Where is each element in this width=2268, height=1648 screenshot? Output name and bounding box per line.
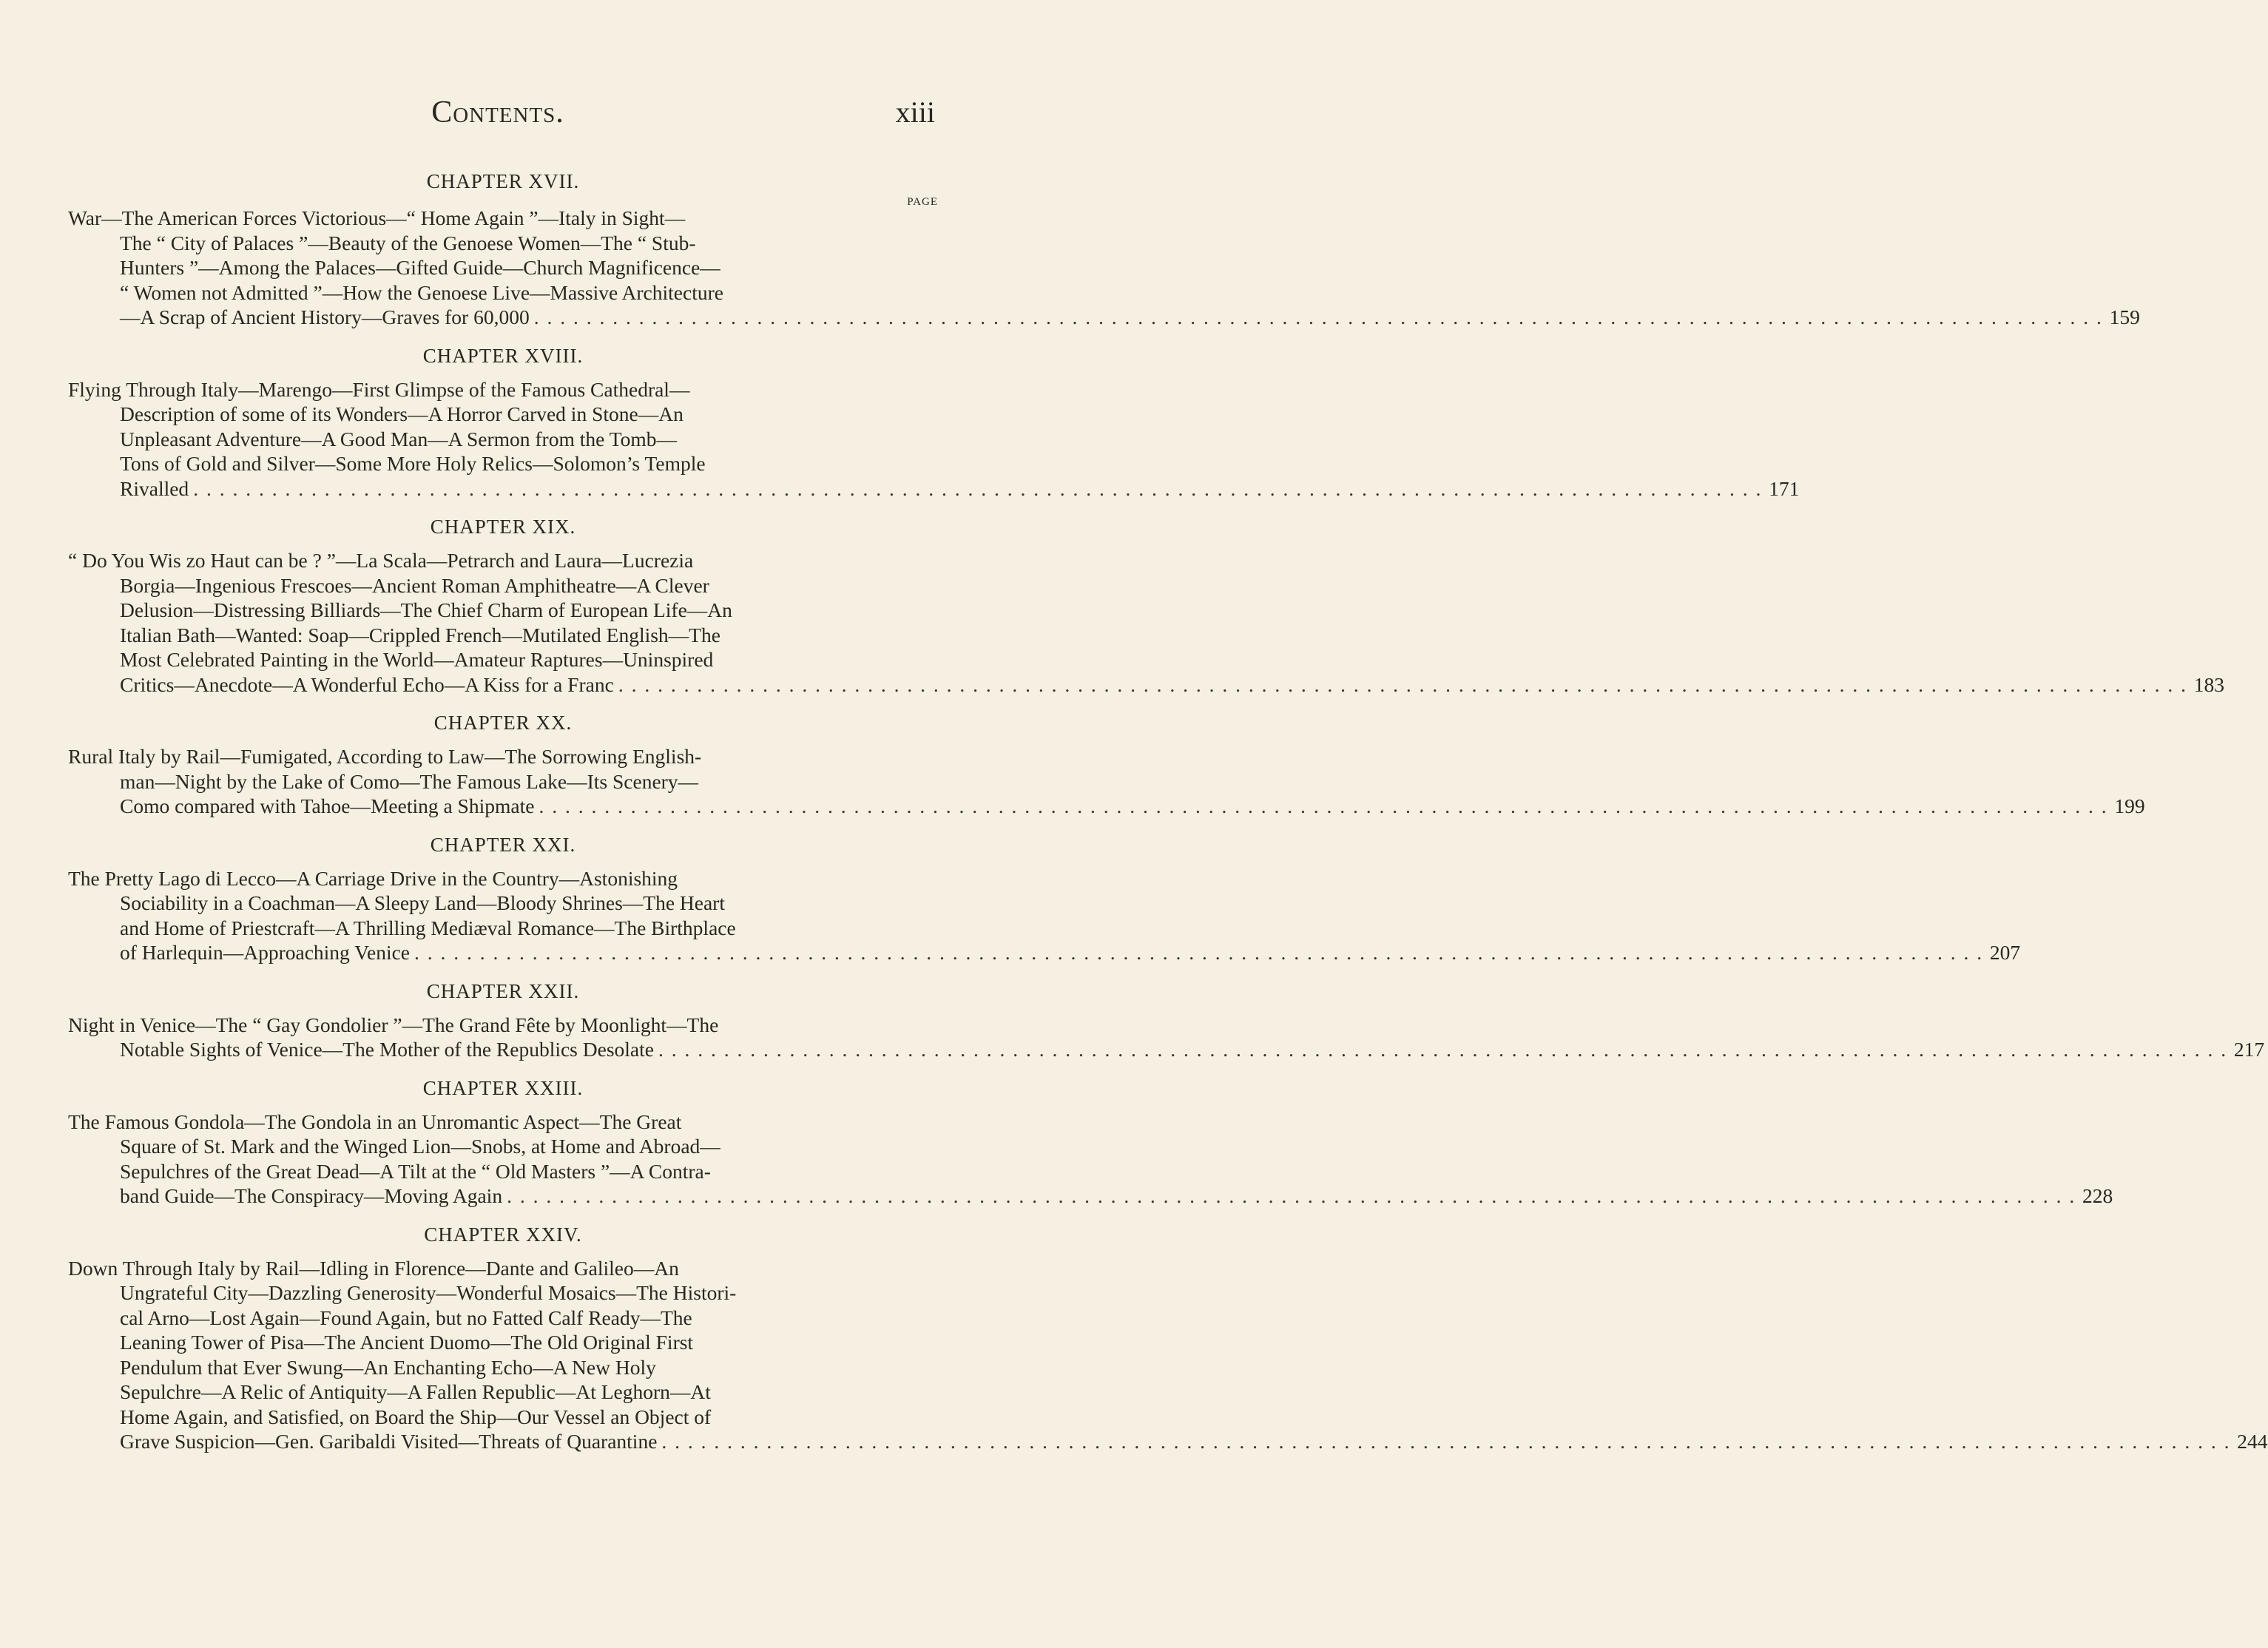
summary-line bbox=[68, 1330, 938, 1355]
summary-text: The Famous Gondola—The Gondola in an Unromantic Aspect—The Great bbox=[68, 1110, 682, 1133]
summary-text: Rural Italy by Rail—Fumigated, According to Law—The Sorrowing English- bbox=[68, 745, 702, 768]
chapter-entry bbox=[68, 511, 2224, 697]
summary-text: Grave Suspicion—Gen. Garibaldi Visited—Threats of Quarantine bbox=[120, 1430, 658, 1453]
chapter-entry bbox=[68, 166, 2140, 330]
summary-line bbox=[68, 794, 2145, 819]
summary-line bbox=[68, 1306, 938, 1331]
summary-line bbox=[68, 866, 938, 891]
summary-text: band Guide—The Conspiracy—Moving Again bbox=[120, 1184, 503, 1207]
summary-line bbox=[68, 744, 938, 769]
summary-text: Critics—Anecdote—A Wonderful Echo—A Kiss for a Franc bbox=[120, 672, 614, 696]
summary-text: Hunters ”—Among the Palaces—Gifted Guide—Church Magnificence— bbox=[120, 256, 720, 279]
summary-text: man—Night by the Lake of Como—The Famous Lake—Its Scenery— bbox=[120, 769, 699, 793]
dot-leader: . . . . . . . . . . . . . . . . . . . . . . . . . . . . . . . . . . . . . . . . . . . . . . . . . . . . . . . . . . . . . . . . . . . . . . . . . . . . . . . . . . . . . . . . . . . . . . . . . . . . . . . . . . . . . . . . . . . . . . . . bbox=[661, 1430, 2231, 1453]
summary-text: Sociability in a Coachman—A Sleepy Land—Bloody Shrines—The Heart bbox=[120, 891, 725, 914]
summary-line bbox=[68, 1134, 938, 1159]
summary-text: The Pretty Lago di Lecco—A Carriage Drive in the Country—Astonishing bbox=[68, 866, 678, 890]
summary-line bbox=[68, 231, 938, 256]
summary-text: The “ City of Palaces ”—Beauty of the Genoese Women—The “ Stub- bbox=[120, 231, 696, 254]
summary-line bbox=[68, 1379, 938, 1405]
summary-text: Ungrateful City—Dazzling Generosity—Wonderful Mosaics—The Histori- bbox=[120, 1281, 737, 1304]
summary-text: Home Again, and Satisfied, on Board the Ship—Our Vessel an Object of bbox=[120, 1405, 712, 1428]
summary-text: Como compared with Tahoe—Meeting a Shipmate bbox=[120, 794, 535, 817]
table-of-contents bbox=[68, 166, 2268, 1454]
chapter-heading: CHAPTER XX. bbox=[433, 712, 573, 734]
chapter-heading: CHAPTER XVII. bbox=[426, 170, 580, 192]
page-title: Contents. bbox=[431, 95, 564, 129]
summary-text: cal Arno—Lost Again—Found Again, but no Fatted Calf Ready—The bbox=[120, 1306, 692, 1329]
summary-line bbox=[68, 206, 938, 231]
page-number: xiii bbox=[895, 95, 935, 129]
chapter-entry bbox=[68, 829, 2021, 965]
summary-text: —A Scrap of Ancient History—Graves for 60,000 bbox=[120, 305, 530, 328]
summary-line bbox=[68, 1183, 2113, 1209]
summary-line bbox=[68, 598, 938, 623]
summary-text: Night in Venice—The “ Gay Gondolier ”—The Grand Fête by Moonlight—The bbox=[68, 1013, 719, 1036]
summary-line bbox=[68, 1256, 938, 1281]
summary-line bbox=[68, 940, 2021, 965]
summary-line bbox=[68, 1355, 938, 1380]
summary-line bbox=[68, 573, 938, 598]
summary-line bbox=[68, 451, 938, 476]
summary-line bbox=[68, 1110, 938, 1135]
summary-text: War—The American Forces Victorious—“ Home Again ”—Italy in Sight— bbox=[68, 206, 686, 229]
summary-text: Description of some of its Wonders—A Horror Carved in Stone—An bbox=[120, 402, 684, 425]
chapter-heading: CHAPTER XXI. bbox=[430, 833, 576, 856]
chapter-entry bbox=[68, 707, 2145, 819]
summary-text: Most Celebrated Painting in the World—Amateur Raptures—Uninspired bbox=[120, 648, 714, 671]
chapter-heading: CHAPTER XXII. bbox=[426, 979, 580, 1002]
summary-line bbox=[68, 647, 938, 672]
summary-text: Down Through Italy by Rail—Idling in Florence—Dante and Galileo—An bbox=[68, 1256, 679, 1280]
summary-text: “ Women not Admitted ”—How the Genoese Live—Massive Architecture bbox=[120, 280, 723, 304]
summary-text: Flying Through Italy—Marengo—First Glimpse of the Famous Cathedral— bbox=[68, 377, 690, 401]
dot-leader: . . . . . . . . . . . . . . . . . . . . . . . . . . . . . . . . . . . . . . . . . . . . . . . . . . . . . . . . . . . . . . . . . . . . . . . . . . . . . . . . . . . . . . . . . . . . . . . . . . . . . . . . . . . . . . . . . . . . . . . . bbox=[539, 794, 2108, 817]
dot-leader: . . . . . . . . . . . . . . . . . . . . . . . . . . . . . . . . . . . . . . . . . . . . . . . . . . . . . . . . . . . . . . . . . . . . . . . . . . . . . . . . . . . . . . . . . . . . . . . . . . . . . . . . . . . . . . . . . . . . . . . . bbox=[618, 672, 2187, 696]
chapter-entry bbox=[68, 1073, 2113, 1209]
page-column-label: PAGE bbox=[907, 196, 938, 208]
summary-line bbox=[68, 280, 938, 305]
chapter-heading: CHAPTER XVIII. bbox=[422, 344, 584, 367]
chapter-page-number: 183 bbox=[2193, 672, 2224, 696]
chapter-page-number: 159 bbox=[2109, 305, 2140, 328]
chapter-page-number: 171 bbox=[1769, 476, 1800, 500]
chapter-entry bbox=[68, 1219, 2268, 1454]
summary-text: “ Do You Wis zo Haut can be ? ”—La Scala—Petrarch and Laura—Lucrezia bbox=[68, 549, 694, 572]
summary-line bbox=[68, 623, 938, 648]
dot-leader: . . . . . . . . . . . . . . . . . . . . . . . . . . . . . . . . . . . . . . . . . . . . . . . . . . . . . . . . . . . . . . . . . . . . . . . . . . . . . . . . . . . . . . . . . . . . . . . . . . . . . . . . . . . . . . . . . . . . . . . . bbox=[658, 1038, 2228, 1061]
summary-line bbox=[68, 891, 938, 916]
summary-text: Square of St. Mark and the Winged Lion—Snobs, at Home and Abroad— bbox=[120, 1135, 720, 1158]
summary-line bbox=[68, 476, 1800, 502]
summary-text: Unpleasant Adventure—A Good Man—A Sermon from the Tomb— bbox=[120, 427, 677, 450]
chapter-heading: CHAPTER XIX. bbox=[430, 516, 576, 538]
summary-text: and Home of Priestcraft—A Thrilling Mediæval Romance—The Birthplace bbox=[120, 916, 736, 939]
chapter-page-number: 217 bbox=[2233, 1038, 2265, 1061]
summary-line bbox=[68, 427, 938, 452]
chapter-heading: CHAPTER XXIII. bbox=[422, 1076, 584, 1099]
chapter-page-number: 244 bbox=[2237, 1430, 2268, 1453]
summary-line bbox=[68, 672, 2224, 698]
summary-line bbox=[68, 402, 938, 427]
summary-text: Notable Sights of Venice—The Mother of the Republics Desolate bbox=[120, 1038, 654, 1061]
summary-line bbox=[68, 377, 938, 402]
summary-text: Borgia—Ingenious Frescoes—Ancient Roman Amphitheatre—A Clever bbox=[120, 573, 709, 597]
summary-text: Leaning Tower of Pisa—The Ancient Duomo—The Old Original First bbox=[120, 1331, 694, 1354]
summary-line bbox=[68, 255, 938, 280]
summary-line bbox=[68, 548, 938, 573]
summary-line bbox=[68, 916, 938, 941]
summary-text: Delusion—Distressing Billiards—The Chief Charm of European Life—An bbox=[120, 598, 732, 621]
chapter-page-number: 207 bbox=[1989, 941, 2021, 964]
summary-text: Rivalled bbox=[120, 476, 189, 500]
chapter-page-number: 199 bbox=[2114, 794, 2145, 817]
dot-leader: . . . . . . . . . . . . . . . . . . . . . . . . . . . . . . . . . . . . . . . . . . . . . . . . . . . . . . . . . . . . . . . . . . . . . . . . . . . . . . . . . . . . . . . . . . . . . . . . . . . . . . . . . . . . . . . . . . . . . . . . bbox=[507, 1184, 2076, 1207]
summary-line bbox=[68, 1037, 2265, 1062]
summary-text: of Harlequin—Approaching Venice bbox=[120, 941, 411, 964]
chapter-entry bbox=[68, 976, 2265, 1062]
summary-line bbox=[68, 1405, 938, 1430]
summary-line bbox=[68, 769, 938, 794]
summary-line bbox=[68, 1013, 938, 1038]
summary-text: Italian Bath—Wanted: Soap—Crippled French—Mutilated English—The bbox=[120, 623, 720, 646]
summary-text: Sepulchre—A Relic of Antiquity—A Fallen Republic—At Leghorn—At bbox=[120, 1380, 711, 1403]
summary-text: Pendulum that Ever Swung—An Enchanting Echo—A New Holy bbox=[120, 1355, 656, 1379]
running-head bbox=[0, 95, 996, 132]
summary-line bbox=[68, 1159, 938, 1184]
summary-line bbox=[68, 1280, 938, 1306]
chapter-entry bbox=[68, 340, 1800, 502]
summary-line bbox=[68, 305, 2140, 330]
chapter-page-number: 228 bbox=[2082, 1184, 2113, 1207]
dot-leader: . . . . . . . . . . . . . . . . . . . . . . . . . . . . . . . . . . . . . . . . . . . . . . . . . . . . . . . . . . . . . . . . . . . . . . . . . . . . . . . . . . . . . . . . . . . . . . . . . . . . . . . . . . . . . . . . . . . . . . . . bbox=[193, 476, 1763, 500]
summary-line bbox=[68, 1429, 2268, 1454]
summary-text: Tons of Gold and Silver—Some More Holy Relics—Solomon’s Temple bbox=[120, 452, 706, 475]
summary-text: Sepulchres of the Great Dead—A Tilt at the “ Old Masters ”—A Contra- bbox=[120, 1159, 711, 1183]
dot-leader: . . . . . . . . . . . . . . . . . . . . . . . . . . . . . . . . . . . . . . . . . . . . . . . . . . . . . . . . . . . . . . . . . . . . . . . . . . . . . . . . . . . . . . . . . . . . . . . . . . . . . . . . . . . . . . . . . . . . . . . . bbox=[533, 305, 2103, 328]
chapter-heading: CHAPTER XXIV. bbox=[424, 1223, 582, 1246]
dot-leader: . . . . . . . . . . . . . . . . . . . . . . . . . . . . . . . . . . . . . . . . . . . . . . . . . . . . . . . . . . . . . . . . . . . . . . . . . . . . . . . . . . . . . . . . . . . . . . . . . . . . . . . . . . . . . . . . . . . . . . . . bbox=[414, 941, 1984, 964]
